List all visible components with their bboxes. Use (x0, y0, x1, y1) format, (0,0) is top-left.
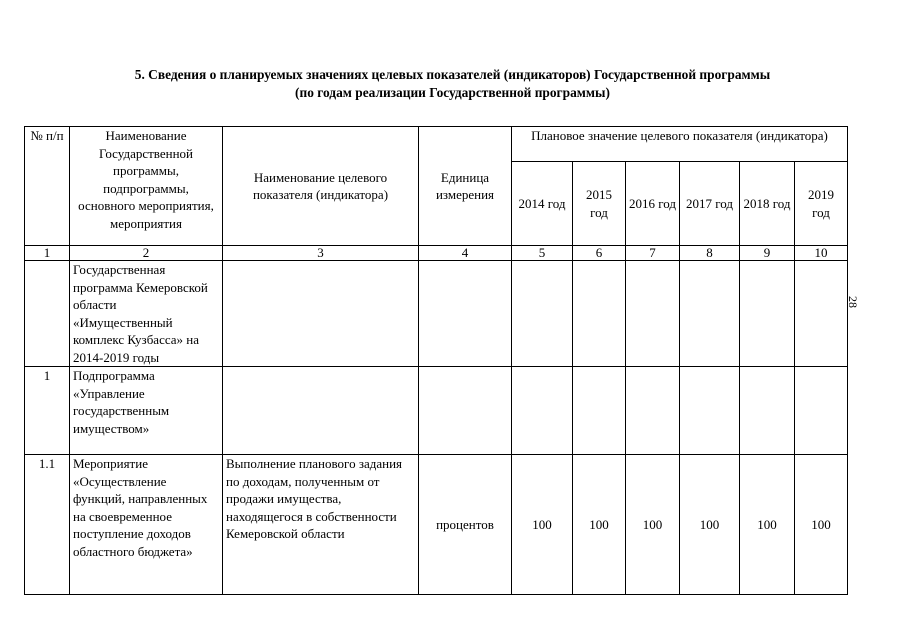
column-number: 10 (795, 246, 848, 261)
column-number: 1 (25, 246, 70, 261)
indicators-table (24, 126, 848, 595)
table-row (25, 367, 848, 455)
document-title (0, 66, 905, 102)
row-program: Подпрограмма «Управление государственным имуществом» (70, 367, 223, 455)
column-number: 7 (626, 246, 680, 261)
row-no (25, 261, 70, 367)
column-number-row (25, 246, 848, 261)
column-number: 9 (740, 246, 795, 261)
header-year-2016: 2016 год (626, 162, 680, 246)
header-planned-value: Плановое значение целевого показателя (индикатора) (512, 127, 848, 162)
header-no: № п/п (25, 127, 70, 246)
row-no: 1 (25, 367, 70, 455)
row-value-2019: 100 (795, 455, 848, 595)
row-value-2017 (680, 261, 740, 367)
row-value-2014 (512, 367, 573, 455)
column-number: 4 (419, 246, 512, 261)
header-program: Наименование Государственной программы, подпрограммы, основного мероприятия, мероприятия (70, 127, 223, 246)
header-year-2014: 2014 год (512, 162, 573, 246)
header-unit: Единица измерения (419, 127, 512, 246)
title-line-1: 5. Сведения о планируемых значениях целевых показателей (индикаторов) Государственной программы (134, 67, 771, 82)
row-value-2015 (573, 261, 626, 367)
row-value-2014 (512, 261, 573, 367)
header-year-2019: 2019 год (795, 162, 848, 246)
row-unit (419, 261, 512, 367)
row-no: 1.1 (25, 455, 70, 595)
column-number: 8 (680, 246, 740, 261)
row-value-2018: 100 (740, 455, 795, 595)
column-number: 3 (223, 246, 419, 261)
column-number: 2 (70, 246, 223, 261)
row-value-2017: 100 (680, 455, 740, 595)
row-value-2014: 100 (512, 455, 573, 595)
row-unit (419, 367, 512, 455)
column-number: 6 (573, 246, 626, 261)
title-line-2: (по годам реализации Государственной программы) (295, 85, 610, 100)
header-year-2015: 2015 год (573, 162, 626, 246)
row-value-2018 (740, 261, 795, 367)
header-year-2017: 2017 год (680, 162, 740, 246)
row-value-2019 (795, 261, 848, 367)
row-value-2015: 100 (573, 455, 626, 595)
row-indicator (223, 261, 419, 367)
table-row (25, 455, 848, 595)
header-indicator: Наименование целевого показателя (индикатора) (223, 127, 419, 246)
row-indicator (223, 367, 419, 455)
row-program: Государственная программа Кемеровской области «Имущественный комплекс Кузбасса» на 2014-2019 годы (70, 261, 223, 367)
header-year-2018: 2018 год (740, 162, 795, 246)
row-value-2018 (740, 367, 795, 455)
row-value-2016 (626, 261, 680, 367)
row-unit: процентов (419, 455, 512, 595)
row-value-2016: 100 (626, 455, 680, 595)
row-value-2017 (680, 367, 740, 455)
page-number: 28 (846, 296, 860, 308)
row-value-2015 (573, 367, 626, 455)
row-value-2019 (795, 367, 848, 455)
row-value-2016 (626, 367, 680, 455)
column-number: 5 (512, 246, 573, 261)
header-row-1 (25, 127, 848, 162)
row-program: Мероприятие «Осуществление функций, направленных на своевременное поступление доходов областного бюджета» (70, 455, 223, 595)
table-row (25, 261, 848, 367)
row-indicator: Выполнение планового задания по доходам, полученным от продажи имущества, находящегося в собственности Кемеровской области (223, 455, 419, 595)
